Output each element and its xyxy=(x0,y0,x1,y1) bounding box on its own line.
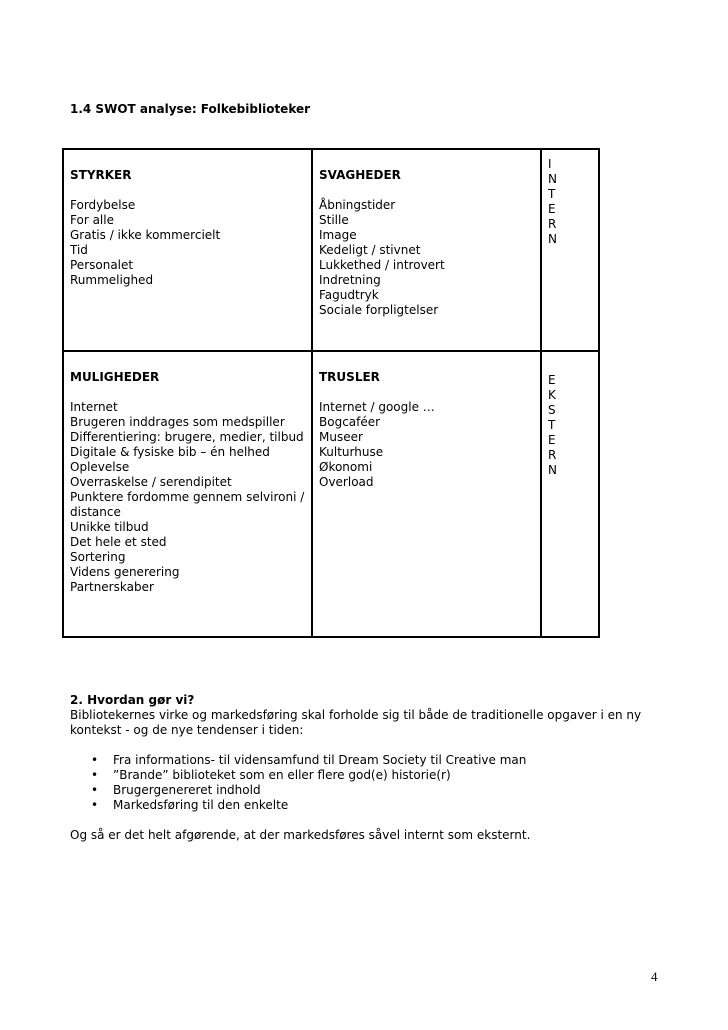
list-item: Stille xyxy=(319,213,349,227)
bullet-icon: • xyxy=(91,798,99,812)
bullet-text: Markedsføring til den enkelte xyxy=(113,798,289,812)
list-item: Lukkethed / introvert xyxy=(319,258,445,272)
swot-row-ekstern xyxy=(63,351,599,637)
letter: E xyxy=(548,373,556,387)
letter: N xyxy=(548,172,557,186)
strengths-heading: STYRKER xyxy=(70,168,132,182)
list-item: Internet / google … xyxy=(319,400,435,414)
weaknesses-cell xyxy=(312,149,541,351)
letter: N xyxy=(548,463,557,477)
list-item: Fagudtryk xyxy=(319,288,379,302)
opportunities-cell xyxy=(63,351,312,637)
list-item: Partnerskaber xyxy=(70,580,154,594)
list-item: Brugeren inddrages som medspiller xyxy=(70,415,285,429)
letter: S xyxy=(548,403,556,417)
swot-row-intern xyxy=(63,149,599,351)
section-2 xyxy=(70,693,670,843)
list-item: Tid xyxy=(70,243,88,257)
list-item: Indretning xyxy=(319,273,381,287)
bullet-icon: • xyxy=(91,783,99,797)
letter: R xyxy=(548,217,557,231)
list-item: Overload xyxy=(319,475,374,489)
list-item: Økonomi xyxy=(319,460,373,474)
bullet-text: Fra informations- til vidensamfund til Dream Society til Creative man xyxy=(113,753,527,767)
threats-heading: TRUSLER xyxy=(319,370,380,384)
letter: K xyxy=(548,388,556,402)
list-item: Rummelighed xyxy=(70,273,154,287)
list-item: Åbningstider xyxy=(319,198,396,212)
bullet-icon: • xyxy=(91,768,99,782)
weaknesses-heading: SVAGHEDER xyxy=(319,168,401,182)
list-item: Videns generering xyxy=(70,565,180,579)
list-item xyxy=(70,798,670,813)
list-item: Image xyxy=(319,228,357,242)
intern-label-cell xyxy=(541,149,599,351)
list-item: Unikke tilbud xyxy=(70,520,149,534)
list-item: Punktere fordomme gennem selvironi / distance xyxy=(70,490,305,519)
strengths-cell xyxy=(63,149,312,351)
section-2-heading: 2. Hvordan gør vi? xyxy=(70,693,195,707)
list-item: Fordybelse xyxy=(70,198,136,212)
list-item: Oplevelse xyxy=(70,460,130,474)
swot-table xyxy=(62,148,600,638)
section-title: 1.4 SWOT analyse: Folkebiblioteker xyxy=(70,102,311,116)
section-2-intro: Bibliotekernes virke og markedsføring skal forholde sig til både de traditionelle opgaver i en ny kontekst - og de nye tendenser i tiden: xyxy=(70,708,642,737)
letter: E xyxy=(548,202,556,216)
page-number: 4 xyxy=(651,969,658,984)
threats-cell xyxy=(312,351,541,637)
list-item: Gratis / ikke kommercielt xyxy=(70,228,221,242)
letter: E xyxy=(548,433,556,447)
ekstern-label-cell xyxy=(541,351,599,637)
opportunities-heading: MULIGHEDER xyxy=(70,370,160,384)
bullet-list xyxy=(70,753,670,813)
list-item: Personalet xyxy=(70,258,134,272)
list-item xyxy=(70,768,670,783)
closing-paragraph: Og så er det helt afgørende, at der markedsføres såvel internt som eksternt. xyxy=(70,828,531,842)
bullet-icon: • xyxy=(91,753,99,767)
intern-vertical-label xyxy=(548,157,592,247)
list-item: Sociale forpligtelser xyxy=(319,303,439,317)
letter: I xyxy=(548,157,552,171)
list-item xyxy=(70,783,670,798)
list-item: Det hele et sted xyxy=(70,535,167,549)
list-item xyxy=(70,753,670,768)
list-item: Bogcaféer xyxy=(319,415,381,429)
list-item: Sortering xyxy=(70,550,126,564)
list-item: Digitale & fysiske bib – én helhed xyxy=(70,445,270,459)
ekstern-vertical-label xyxy=(548,373,592,478)
bullet-text: Brugergenereret indhold xyxy=(113,783,261,797)
letter: T xyxy=(548,187,556,201)
list-item: Overraskelse / serendipitet xyxy=(70,475,232,489)
letter: T xyxy=(548,418,556,432)
list-item: Kulturhuse xyxy=(319,445,384,459)
list-item: Internet xyxy=(70,400,118,414)
list-item: Differentiering: brugere, medier, tilbud xyxy=(70,430,304,444)
list-item: Kedeligt / stivnet xyxy=(319,243,421,257)
letter: R xyxy=(548,448,557,462)
list-item: Museer xyxy=(319,430,363,444)
bullet-text: ”Brande” biblioteket som en eller flere god(e) historie(r) xyxy=(113,768,451,782)
letter: N xyxy=(548,232,557,246)
list-item: For alle xyxy=(70,213,114,227)
